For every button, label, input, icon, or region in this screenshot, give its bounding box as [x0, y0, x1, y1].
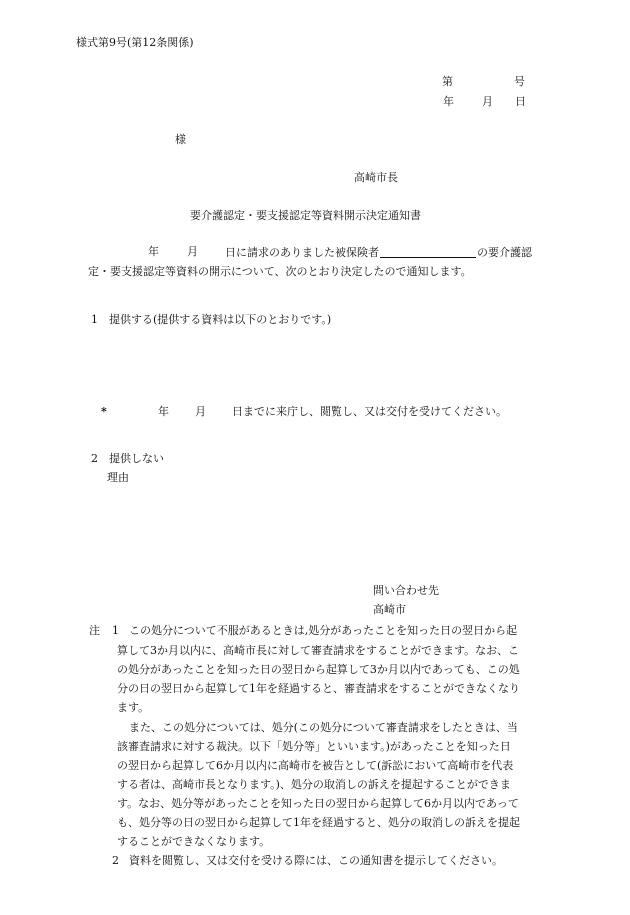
reason-label: 理由	[107, 471, 129, 484]
notes-label: 注	[89, 624, 100, 637]
note1-para2-line: することができなくなります。	[117, 835, 271, 848]
note2-number: 2	[112, 854, 119, 867]
section1-instruction: 日までに来庁し、閲覧し、又は交付を受けてください。	[232, 405, 507, 418]
note1-para2-line: 該審査請求に対する裁決。以下「処分等」といいます。)があったことを知った日	[117, 740, 511, 753]
note1-para2-line: する者は、高崎市長となります。)、処分の取消しの訴えを提起することができま	[117, 778, 511, 791]
date-month-label: 月	[482, 95, 493, 108]
note1-line: ます。	[117, 701, 150, 714]
asterisk-mark: *	[101, 405, 107, 418]
issuer: 高崎市長	[354, 171, 398, 184]
number-suffix: 号	[514, 75, 525, 88]
section2-heading: 2 提供しない	[91, 452, 164, 465]
number-prefix: 第	[442, 75, 453, 88]
note1-line: の処分があったことを知った日の翌日から起算して3か月以内であっても、この処	[117, 663, 520, 676]
section1-heading: 1 提供する(提供する資料は以下のとおりです。)	[91, 313, 332, 326]
section1-month-label: 月	[195, 405, 206, 418]
addressee-suffix: 様	[175, 133, 186, 146]
intro-line-2: 定・要支援認定等資料の開示について、次のとおり決定したので通知します。	[88, 265, 472, 278]
note1-number: 1	[112, 624, 119, 637]
intro-line-1	[225, 246, 532, 258]
intro-month-label: 月	[187, 245, 198, 258]
note1-para2-line: の翌日から起算して6か月以内に高崎市を被告として(訴訟において高崎市を代表	[117, 759, 514, 772]
page-title: 要介護認定・要支援認定等資料開示決定通知書	[190, 209, 421, 222]
date-day-label: 日	[515, 95, 526, 108]
note1-line: 分の日の翌日から起算して1年を経過すると、審査請求をすることができなくなり	[117, 682, 520, 695]
contact-label: 問い合わせ先	[373, 584, 439, 597]
intro-text-before-blank: 日に請求のありました被保険者	[225, 246, 379, 259]
note1-para2-line: また、この処分については、処分(この処分について審査請求をしたときは、当	[129, 721, 518, 734]
note1-para2-line: も、処分等の日の翌日から起算して1年を経過すると、処分の取消しの訴えを提起	[117, 816, 520, 829]
date-year-label: 年	[443, 95, 454, 108]
section1-year-label: 年	[158, 405, 169, 418]
intro-year-label: 年	[148, 245, 159, 258]
note1-para2-line: す。なお、処分等があったことを知った日の翌日から起算して6か月以内であって	[117, 797, 519, 810]
contact-name: 高崎市	[373, 603, 406, 616]
intro-text-after-blank: の要介護認	[477, 246, 532, 259]
insured-name-blank	[380, 246, 476, 258]
note2-text: 資料を閲覧し、又は交付を受ける際には、この通知書を提示してください。	[129, 854, 503, 867]
note1-line: 算して3か月以内に、高崎市長に対して審査請求をすることができます。なお、こ	[117, 644, 520, 657]
form-label: 様式第9号(第12条関係)	[76, 36, 194, 49]
note1-line: この処分について不服があるときは,処分があったことを知った日の翌日から起	[129, 624, 518, 637]
